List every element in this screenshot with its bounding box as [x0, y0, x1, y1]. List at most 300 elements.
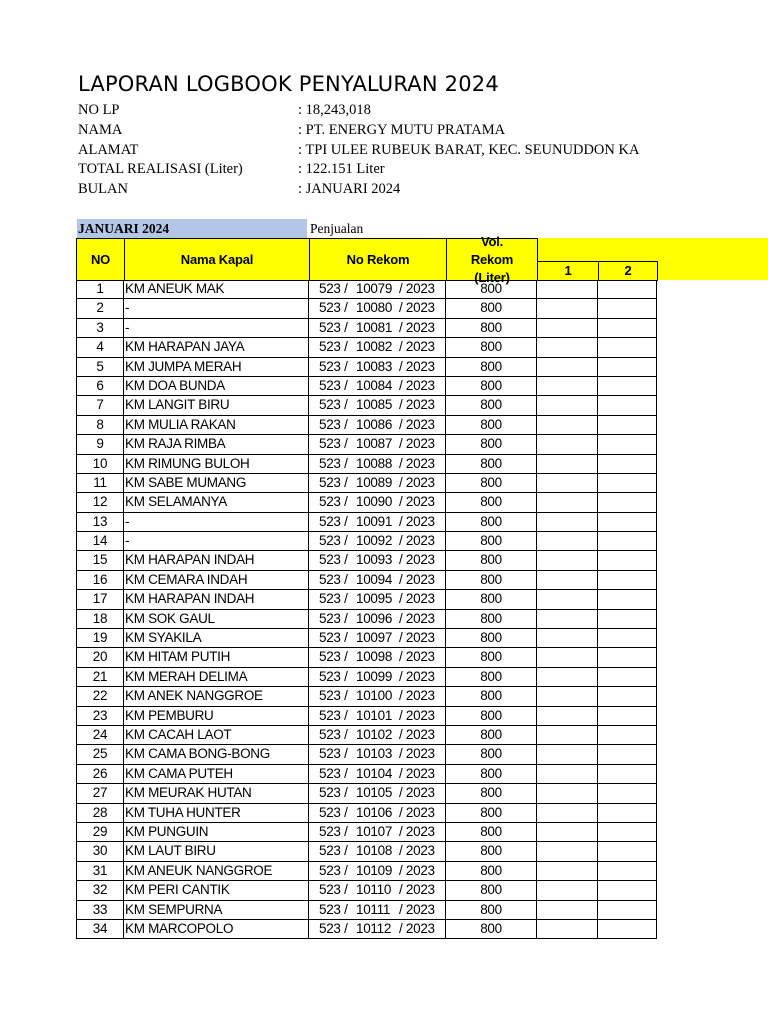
cell-no-rekom	[309, 571, 446, 590]
cell-vol-rekom: 800	[446, 280, 537, 299]
rekom-number: 10081	[356, 319, 393, 335]
cell-no-rekom	[309, 551, 446, 570]
month-label: JANUARI 2024	[77, 219, 307, 238]
cell-nama-kapal: KM PUNGUIN	[124, 823, 309, 842]
rekom-number: 10106	[356, 804, 393, 820]
table-row	[76, 338, 657, 357]
cell-col-1	[537, 551, 598, 570]
cell-no: 27	[76, 784, 124, 803]
rekom-number: 10112	[356, 920, 392, 936]
cell-vol-rekom: 800	[446, 416, 537, 435]
cell-no: 15	[76, 551, 124, 570]
rekom-number: 10110	[356, 882, 392, 898]
cell-nama-kapal: KM MARCOPOLO	[124, 920, 309, 939]
cell-no: 33	[76, 901, 124, 920]
cell-col-1	[537, 299, 598, 318]
rekom-prefix: 523 /	[319, 726, 348, 742]
rekom-prefix: 523 /	[319, 358, 348, 374]
cell-no: 17	[76, 590, 124, 609]
cell-col-2	[598, 455, 657, 474]
cell-nama-kapal: KM HITAM PUTIH	[124, 648, 309, 667]
rekom-prefix: 523 /	[319, 494, 348, 510]
cell-col-1	[537, 668, 598, 687]
table-row	[76, 901, 657, 920]
cell-no-rekom	[309, 668, 446, 687]
cell-no-rekom	[309, 377, 446, 396]
table-row	[76, 610, 657, 629]
cell-vol-rekom: 800	[446, 319, 537, 338]
rekom-number: 10097	[356, 630, 393, 646]
cell-no: 12	[76, 493, 124, 512]
rekom-year: / 2023	[399, 358, 435, 374]
cell-no-rekom	[309, 319, 446, 338]
cell-col-1	[537, 513, 598, 532]
cell-vol-rekom: 800	[446, 493, 537, 512]
rekom-number: 10098	[356, 649, 393, 665]
cell-vol-rekom: 800	[446, 299, 537, 318]
rekom-prefix: 523 /	[319, 765, 348, 781]
cell-nama-kapal: -	[124, 319, 309, 338]
rekom-prefix: 523 /	[319, 591, 348, 607]
rekom-year: / 2023	[399, 804, 435, 820]
cell-nama-kapal: KM DOA BUNDA	[124, 377, 309, 396]
rekom-year: / 2023	[399, 281, 435, 296]
cell-vol-rekom: 800	[446, 842, 537, 861]
cell-nama-kapal: KM HARAPAN INDAH	[124, 551, 309, 570]
cell-col-1	[537, 280, 598, 299]
cell-col-2	[598, 804, 657, 823]
cell-no-rekom	[309, 901, 446, 920]
rekom-year: / 2023	[399, 397, 435, 413]
cell-col-1	[537, 707, 598, 726]
rekom-number: 10101	[356, 707, 393, 723]
table-body	[76, 280, 657, 939]
cell-col-1	[537, 726, 598, 745]
rekom-year: / 2023	[399, 843, 435, 859]
cell-col-1	[537, 687, 598, 706]
cell-no: 28	[76, 804, 124, 823]
rekom-year: / 2023	[399, 474, 435, 490]
cell-col-1	[537, 590, 598, 609]
rekom-prefix: 523 /	[319, 377, 348, 393]
cell-nama-kapal: KM CAMA PUTEH	[124, 765, 309, 784]
rekom-number: 10086	[356, 416, 393, 432]
cell-no-rekom	[309, 784, 446, 803]
cell-no-rekom	[309, 513, 446, 532]
rekom-prefix: 523 /	[319, 630, 348, 646]
rekom-year: / 2023	[399, 610, 435, 626]
cell-nama-kapal: KM CACAH LAOT	[124, 726, 309, 745]
rekom-year: / 2023	[399, 591, 435, 607]
rekom-number: 10105	[356, 785, 393, 801]
cell-nama-kapal: KM SOK GAUL	[124, 610, 309, 629]
table-row	[76, 571, 657, 590]
cell-col-1	[537, 610, 598, 629]
cell-nama-kapal: KM SYAKILA	[124, 629, 309, 648]
table-row	[76, 455, 657, 474]
cell-col-2	[598, 493, 657, 512]
table-row	[76, 745, 657, 764]
cell-col-1	[537, 358, 598, 377]
cell-vol-rekom: 800	[446, 726, 537, 745]
rekom-prefix: 523 /	[319, 339, 348, 355]
cell-no-rekom	[309, 804, 446, 823]
cell-no: 22	[76, 687, 124, 706]
cell-col-1	[537, 629, 598, 648]
rekom-number: 10090	[356, 494, 393, 510]
rekom-prefix: 523 /	[319, 804, 348, 820]
table-row	[76, 551, 657, 570]
cell-nama-kapal: KM PERI CANTIK	[124, 881, 309, 900]
cell-col-1	[537, 319, 598, 338]
header-no-rekom: No Rekom	[309, 238, 447, 281]
rekom-year: / 2023	[399, 668, 435, 684]
cell-col-2	[598, 358, 657, 377]
cell-vol-rekom: 800	[446, 455, 537, 474]
cell-vol-rekom: 800	[446, 532, 537, 551]
cell-col-2	[598, 707, 657, 726]
rekom-prefix: 523 /	[319, 300, 348, 316]
cell-col-1	[537, 648, 598, 667]
rekom-prefix: 523 /	[319, 843, 348, 859]
table-row	[76, 358, 657, 377]
cell-nama-kapal: KM CAMA BONG-BONG	[124, 745, 309, 764]
cell-no: 14	[76, 532, 124, 551]
cell-no: 29	[76, 823, 124, 842]
cell-vol-rekom: 800	[446, 784, 537, 803]
rekom-prefix: 523 /	[319, 397, 348, 413]
cell-col-2	[598, 338, 657, 357]
info-value: : TPI ULEE RUBEUK BARAT, KEC. SEUNUDDON KA	[298, 142, 640, 158]
rekom-number: 10104	[356, 765, 393, 781]
cell-no-rekom	[309, 396, 446, 415]
cell-col-2	[598, 920, 657, 939]
cell-col-1	[537, 745, 598, 764]
rekom-number: 10082	[356, 339, 393, 355]
cell-no: 23	[76, 707, 124, 726]
cell-no-rekom	[309, 648, 446, 667]
rekom-year: / 2023	[399, 300, 435, 316]
table-row	[76, 862, 657, 881]
rekom-number: 10108	[356, 843, 393, 859]
info-label: BULAN	[78, 181, 128, 197]
cell-col-2	[598, 668, 657, 687]
rekom-number: 10080	[356, 300, 393, 316]
rekom-prefix: 523 /	[319, 746, 348, 762]
table-row	[76, 804, 657, 823]
cell-col-2	[598, 629, 657, 648]
cell-col-1	[537, 455, 598, 474]
table-row	[76, 319, 657, 338]
rekom-year: / 2023	[399, 707, 435, 723]
cell-col-1	[537, 435, 598, 454]
cell-no-rekom	[309, 590, 446, 609]
cell-nama-kapal: KM HARAPAN JAYA	[124, 338, 309, 357]
header-no: NO	[76, 238, 125, 281]
rekom-prefix: 523 /	[319, 649, 348, 665]
rekom-number: 10085	[356, 397, 393, 413]
rekom-year: / 2023	[399, 455, 435, 471]
rekom-prefix: 523 /	[319, 901, 348, 917]
cell-vol-rekom: 800	[446, 338, 537, 357]
cell-vol-rekom: 800	[446, 610, 537, 629]
cell-vol-rekom: 800	[446, 513, 537, 532]
rekom-year: / 2023	[399, 533, 435, 549]
cell-no: 1	[76, 280, 124, 299]
cell-no-rekom	[309, 474, 446, 493]
table-row	[76, 416, 657, 435]
cell-nama-kapal: KM ANEUK MAK	[124, 280, 309, 299]
cell-vol-rekom: 800	[446, 396, 537, 415]
cell-col-1	[537, 493, 598, 512]
rekom-prefix: 523 /	[319, 668, 348, 684]
cell-vol-rekom: 800	[446, 881, 537, 900]
rekom-year: / 2023	[399, 785, 435, 801]
rekom-number: 10095	[356, 591, 393, 607]
rekom-number: 10103	[356, 746, 393, 762]
cell-col-1	[537, 804, 598, 823]
rekom-prefix: 523 /	[319, 882, 348, 898]
table-row	[76, 881, 657, 900]
info-label: NAMA	[78, 122, 123, 138]
rekom-year: / 2023	[399, 882, 435, 898]
rekom-number: 10087	[356, 436, 393, 452]
table-row	[76, 435, 657, 454]
cell-col-2	[598, 299, 657, 318]
cell-no-rekom	[309, 280, 446, 299]
table-row	[76, 707, 657, 726]
cell-vol-rekom: 800	[446, 474, 537, 493]
header-vol-rekom: Vol. Rekom (Liter)	[446, 238, 538, 281]
cell-nama-kapal: KM ANEK NANGGROE	[124, 687, 309, 706]
penjualan-label: Penjualan	[310, 221, 364, 236]
cell-no-rekom	[309, 881, 446, 900]
cell-col-2	[598, 901, 657, 920]
rekom-prefix: 523 /	[319, 920, 348, 936]
cell-col-2	[598, 648, 657, 667]
cell-col-1	[537, 823, 598, 842]
cell-col-2	[598, 881, 657, 900]
cell-no: 21	[76, 668, 124, 687]
cell-col-2	[598, 513, 657, 532]
cell-col-2	[598, 765, 657, 784]
rekom-prefix: 523 /	[319, 571, 348, 587]
cell-vol-rekom: 800	[446, 377, 537, 396]
cell-col-1	[537, 571, 598, 590]
cell-no-rekom	[309, 823, 446, 842]
cell-col-2	[598, 610, 657, 629]
cell-col-1	[537, 416, 598, 435]
table-row	[76, 513, 657, 532]
rekom-year: / 2023	[399, 552, 435, 568]
header-col-1: 1	[537, 261, 599, 281]
cell-col-2	[598, 551, 657, 570]
rekom-year: / 2023	[399, 377, 435, 393]
cell-no: 2	[76, 299, 124, 318]
rekom-year: / 2023	[399, 571, 435, 587]
rekom-prefix: 523 /	[319, 281, 348, 296]
cell-no-rekom	[309, 435, 446, 454]
cell-nama-kapal: KM JUMPA MERAH	[124, 358, 309, 377]
cell-col-1	[537, 881, 598, 900]
cell-vol-rekom: 800	[446, 358, 537, 377]
table-row	[76, 299, 657, 318]
cell-col-1	[537, 920, 598, 939]
cell-no: 13	[76, 513, 124, 532]
table-row	[76, 280, 657, 299]
cell-vol-rekom: 800	[446, 668, 537, 687]
cell-nama-kapal: KM MERAH DELIMA	[124, 668, 309, 687]
cell-col-1	[537, 862, 598, 881]
cell-no-rekom	[309, 726, 446, 745]
cell-no-rekom	[309, 338, 446, 357]
info-value: : 122.151 Liter	[298, 161, 385, 177]
cell-no: 26	[76, 765, 124, 784]
cell-no-rekom	[309, 299, 446, 318]
cell-vol-rekom: 800	[446, 765, 537, 784]
rekom-prefix: 523 /	[319, 436, 348, 452]
rekom-year: / 2023	[399, 688, 435, 704]
cell-col-2	[598, 862, 657, 881]
info-value: : JANUARI 2024	[298, 181, 401, 197]
cell-col-2	[598, 823, 657, 842]
cell-no-rekom	[309, 610, 446, 629]
rekom-number: 10084	[356, 377, 393, 393]
rekom-year: / 2023	[399, 901, 435, 917]
table-row	[76, 687, 657, 706]
table-row	[76, 377, 657, 396]
cell-col-1	[537, 842, 598, 861]
cell-nama-kapal: KM ANEUK NANGGROE	[124, 862, 309, 881]
cell-vol-rekom: 800	[446, 435, 537, 454]
rekom-number: 10094	[356, 571, 393, 587]
cell-nama-kapal: KM RAJA RIMBA	[124, 435, 309, 454]
rekom-prefix: 523 /	[319, 416, 348, 432]
table-row	[76, 474, 657, 493]
cell-nama-kapal: -	[124, 532, 309, 551]
cell-no-rekom	[309, 416, 446, 435]
cell-no-rekom	[309, 455, 446, 474]
rekom-year: / 2023	[399, 862, 435, 878]
cell-nama-kapal: KM CEMARA INDAH	[124, 571, 309, 590]
cell-no: 24	[76, 726, 124, 745]
rekom-year: / 2023	[399, 339, 435, 355]
cell-col-2	[598, 416, 657, 435]
rekom-prefix: 523 /	[319, 862, 348, 878]
cell-col-1	[537, 765, 598, 784]
cell-no-rekom	[309, 765, 446, 784]
cell-nama-kapal: KM LAUT BIRU	[124, 842, 309, 861]
table-row	[76, 532, 657, 551]
cell-no: 34	[76, 920, 124, 939]
cell-no: 31	[76, 862, 124, 881]
table-row	[76, 784, 657, 803]
cell-col-1	[537, 474, 598, 493]
cell-no: 5	[76, 358, 124, 377]
rekom-prefix: 523 /	[319, 455, 348, 471]
cell-col-2	[598, 396, 657, 415]
info-label: NO LP	[78, 102, 120, 118]
cell-vol-rekom: 800	[446, 590, 537, 609]
rekom-number: 10109	[356, 862, 393, 878]
table-row	[76, 765, 657, 784]
cell-no: 3	[76, 319, 124, 338]
rekom-number: 10089	[356, 474, 393, 490]
cell-nama-kapal: KM MEURAK HUTAN	[124, 784, 309, 803]
cell-col-2	[598, 784, 657, 803]
cell-no-rekom	[309, 358, 446, 377]
rekom-prefix: 523 /	[319, 319, 348, 335]
cell-no: 6	[76, 377, 124, 396]
info-label: TOTAL REALISASI (Liter)	[78, 161, 243, 177]
rekom-number: 10079	[356, 281, 393, 296]
cell-col-2	[598, 532, 657, 551]
rekom-prefix: 523 /	[319, 474, 348, 490]
rekom-prefix: 523 /	[319, 533, 348, 549]
rekom-year: / 2023	[399, 746, 435, 762]
cell-col-1	[537, 532, 598, 551]
cell-vol-rekom: 800	[446, 901, 537, 920]
cell-col-2	[598, 571, 657, 590]
cell-nama-kapal: KM RIMUNG BULOH	[124, 455, 309, 474]
cell-nama-kapal: KM LANGIT BIRU	[124, 396, 309, 415]
cell-no-rekom	[309, 629, 446, 648]
rekom-number: 10092	[356, 533, 393, 549]
cell-no-rekom	[309, 842, 446, 861]
cell-col-2	[598, 474, 657, 493]
rekom-number: 10111	[356, 901, 391, 917]
cell-col-1	[537, 784, 598, 803]
rekom-year: / 2023	[399, 823, 435, 839]
cell-col-1	[537, 901, 598, 920]
cell-col-2	[598, 280, 657, 299]
table-row	[76, 590, 657, 609]
cell-no: 4	[76, 338, 124, 357]
cell-no-rekom	[309, 707, 446, 726]
cell-nama-kapal: -	[124, 513, 309, 532]
cell-vol-rekom: 800	[446, 804, 537, 823]
info-value: : PT. ENERGY MUTU PRATAMA	[298, 122, 506, 138]
header-penjualan-blank	[537, 238, 658, 262]
cell-no-rekom	[309, 493, 446, 512]
cell-no-rekom	[309, 687, 446, 706]
table-row	[76, 726, 657, 745]
rekom-year: / 2023	[399, 494, 435, 510]
cell-vol-rekom: 800	[446, 920, 537, 939]
cell-vol-rekom: 800	[446, 629, 537, 648]
rekom-number: 10102	[356, 726, 393, 742]
cell-col-2	[598, 590, 657, 609]
rekom-year: / 2023	[399, 649, 435, 665]
cell-col-1	[537, 377, 598, 396]
rekom-year: / 2023	[399, 436, 435, 452]
rekom-year: / 2023	[399, 765, 435, 781]
header-nama-kapal: Nama Kapal	[124, 238, 310, 281]
cell-col-1	[537, 338, 598, 357]
cell-col-1	[537, 396, 598, 415]
rekom-prefix: 523 /	[319, 823, 348, 839]
cell-no: 25	[76, 745, 124, 764]
cell-col-2	[598, 745, 657, 764]
table-row	[76, 920, 657, 939]
rekom-prefix: 523 /	[319, 610, 348, 626]
cell-col-2	[598, 319, 657, 338]
info-value: : 18,243,018	[298, 102, 371, 118]
table-row	[76, 396, 657, 415]
cell-nama-kapal: KM PEMBURU	[124, 707, 309, 726]
cell-no: 32	[76, 881, 124, 900]
rekom-prefix: 523 /	[319, 707, 348, 723]
